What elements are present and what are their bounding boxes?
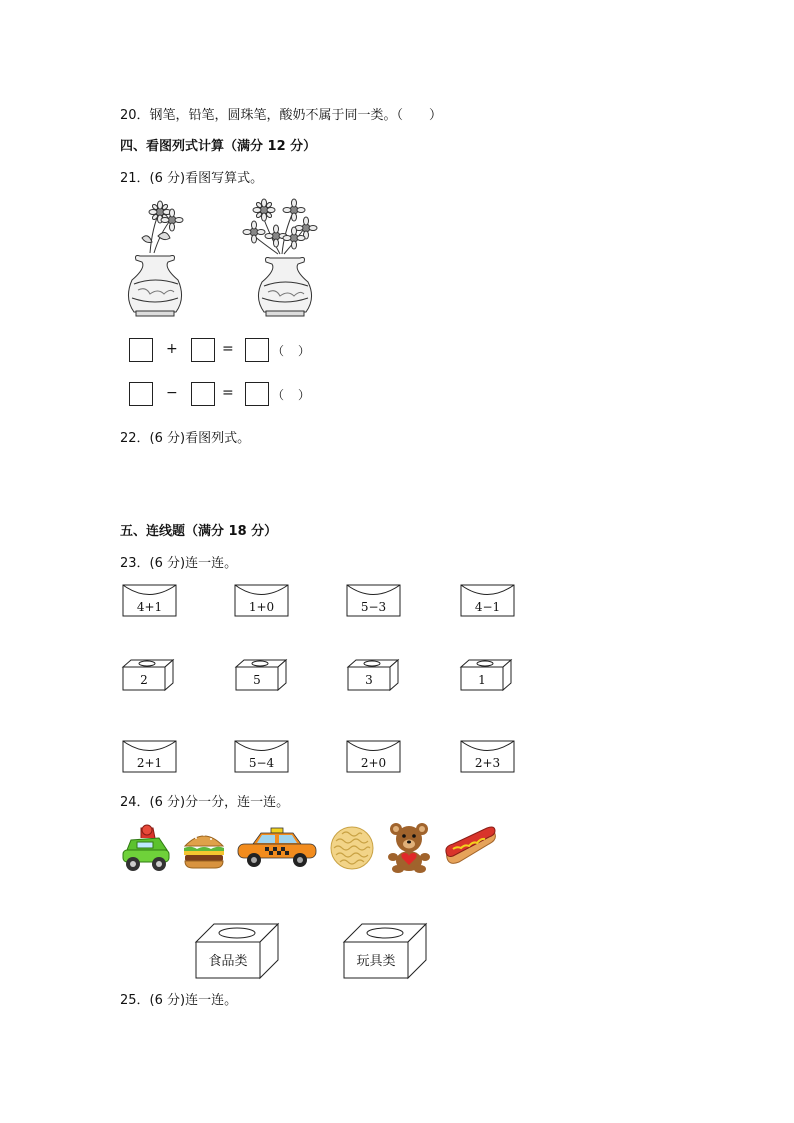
vase-with-6-flowers-icon — [240, 196, 326, 320]
plus-sign: + — [166, 341, 178, 357]
question-24: 24．(6 分)分一分，连一连。 — [120, 795, 290, 810]
question-23: 23．(6 分)连一连。 — [120, 556, 238, 571]
toy-category-label: 玩具类 — [356, 954, 396, 969]
number-box-1[interactable] — [123, 660, 173, 690]
question-22: 22．(6 分)看图列式。 — [120, 431, 251, 446]
equation-2-unit-parens[interactable]: （ ） — [272, 388, 312, 402]
equation-1-box-2[interactable] — [191, 338, 215, 362]
number-box-3-label: 3 — [365, 673, 373, 687]
toy-car-icon[interactable] — [119, 822, 173, 874]
number-box-2-label: 5 — [253, 673, 261, 687]
equals-sign-2: = — [222, 385, 234, 401]
number-box-4[interactable] — [461, 660, 511, 690]
question-21: 21．(6 分)看图写算式。 — [120, 171, 264, 186]
equals-sign-1: = — [222, 341, 234, 357]
equation-2-result-box[interactable] — [245, 382, 269, 406]
equation-1-result-box[interactable] — [245, 338, 269, 362]
number-box-2[interactable] — [236, 660, 286, 690]
section-5-title: 五、连线题（满分 18 分） — [120, 524, 278, 539]
bottom-envelope-1-label: 2+1 — [136, 756, 163, 770]
top-envelope-4-label: 4−1 — [474, 600, 501, 614]
equation-2-box-2[interactable] — [191, 382, 215, 406]
teddy-bear-icon[interactable] — [386, 821, 432, 873]
top-envelope-2-label: 1+0 — [248, 600, 275, 614]
taxi-icon[interactable] — [235, 826, 319, 870]
number-box-4-label: 1 — [478, 673, 486, 687]
food-category-label: 食品类 — [208, 954, 248, 969]
bottom-envelope-2-label: 5−4 — [248, 756, 275, 770]
top-envelope-1-label: 4+1 — [136, 600, 163, 614]
question-20: 20．钢笔，铅笔，圆珠笔，酸奶不属于同一类。（ ） — [120, 108, 443, 123]
toy-category-box[interactable] — [342, 922, 428, 980]
noodles-icon[interactable] — [328, 825, 376, 871]
top-envelope-3-label: 5−3 — [360, 600, 387, 614]
minus-sign: − — [166, 385, 178, 401]
matching-area-23 — [118, 580, 528, 780]
equation-1-unit-parens[interactable]: （ ） — [272, 344, 312, 358]
equation-2-box-1[interactable] — [129, 382, 153, 406]
hamburger-icon[interactable] — [181, 828, 227, 870]
food-category-box[interactable] — [194, 922, 280, 980]
question-25: 25．(6 分)连一连。 — [120, 993, 238, 1008]
number-box-3[interactable] — [348, 660, 398, 690]
hotdog-icon[interactable] — [443, 822, 497, 870]
section-4-title: 四、看图列式计算（满分 12 分） — [120, 139, 317, 154]
bottom-envelope-3-label: 2+0 — [360, 756, 387, 770]
number-box-1-label: 2 — [140, 673, 148, 687]
bottom-envelope-4-label: 2+3 — [474, 756, 501, 770]
equation-1-box-1[interactable] — [129, 338, 153, 362]
vase-with-2-flowers-icon — [120, 198, 190, 320]
